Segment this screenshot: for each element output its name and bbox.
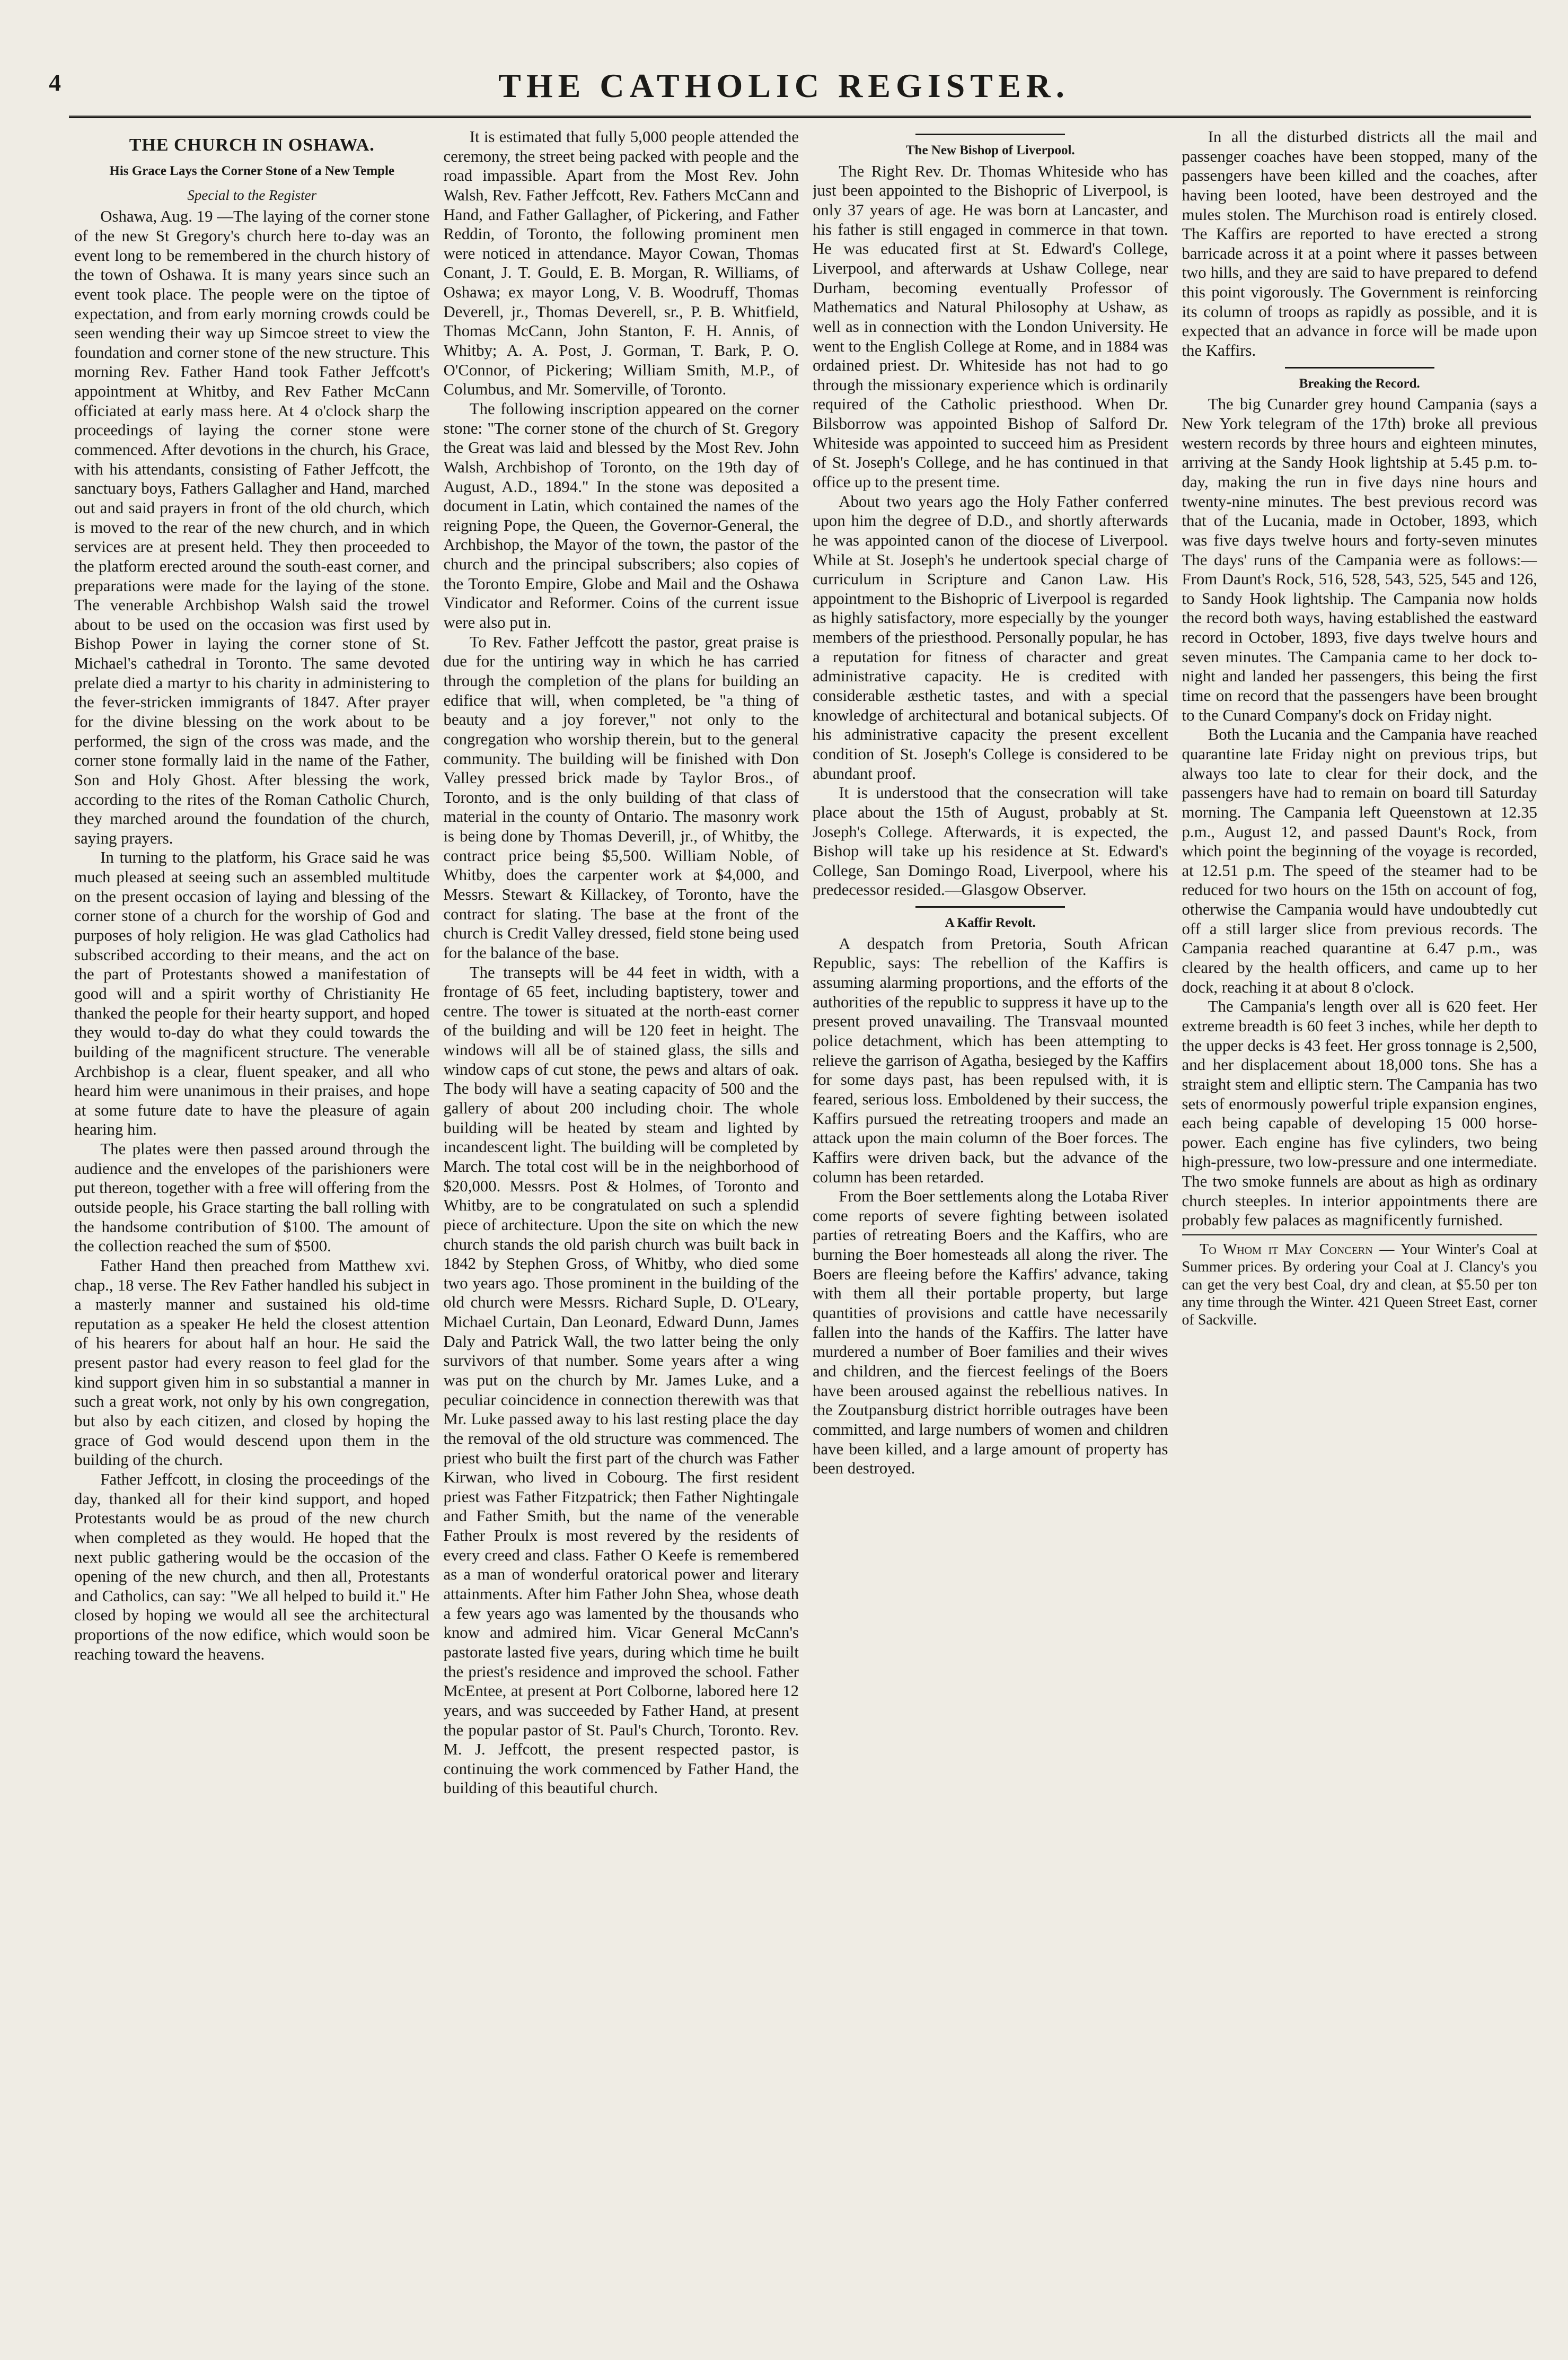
paragraph: The following inscription appeared on the corner stone: "The corner stone of the church of St. Gregory the Great was laid and blessed by the Most Rev. John Walsh, Archbishop of Toronto, on the 19th day of August, A.D., 1894." In the stone was deposited a document in Latin, which contained the names of the reigning Pope, the Queen, the Governor-General, the Archbishop, the Mayor of the town, the pastor of the church and the principal subscribers; also copies of the Toronto Empire, Globe and Mail and the Oshawa Vindicator and Reformer. Coins of the current issue were also put in.: [443, 399, 799, 632]
paragraph: About two years ago the Holy Father conferred upon him the degree of D.D., and shortly afterwards he was appointed canon of the diocese of Liverpool. While at St. Joseph's he undertook special charge of curriculum in Scripture and Canon Law. His appointment to the Bishopric of Liverpool is regarded as highly satisfactory, more especially by the younger members of the priesthood. Personally popular, he has a reputation for fitness of character and great administrative capacity. He is credited with considerable æsthetic tastes, and with a special knowledge of architectural and botanical subjects. Of his administrative capacity the present excellent condition of St. Joseph's College is considered to be abundant proof.: [813, 492, 1168, 783]
paragraph: The big Cunarder grey hound Campania (says a New York telegram of the 17th) broke all previous western records by three hours and eighteen minutes, arriving at the Sandy Hook lightship at 5.45 p.m. to-day, making the run in five days nine hours and twenty-nine minutes. The best previous record was that of the Lucania, made in October, 1893, which was five days twelve hours and forty-seven minutes The days' runs of the Campania were as follows:—From Daunt's Rock, 516, 528, 543, 525, 545 and 126, to Sandy Hook lightship. The Campania now holds the record both ways, having established the eastward record in October, 1893, five days twelve hours and seven minutes. The Campania came to her dock to-night and landed her passengers, this being the first time on record that the passengers have been brought to the Cunard Company's dock on Friday night.: [1182, 395, 1537, 724]
article-heading-oshawa: THE CHURCH IN OSHAWA.: [129, 135, 375, 155]
paragraph: In turning to the platform, his Grace said he was much pleased at seeing such an assembled multitude on the present occasion of laying and blessing of the corner stone of a church for the worship of God and purposes of holy religion. He was glad Catholics had subscribed according to their means, and the act on the part of Protestants showed a manifestation of good will and a spirit worthy of Christianity He thanked the people for their hearty support, and hoped they would to-day do what they could towards the building of the magnificent structure. The venerable Archbishop is a clear, fluent speaker, and all who heard him were unanimous in their praises, and hope at some future date to have the pleasure of again hearing him.: [74, 848, 430, 1139]
article-subheading-oshawa: His Grace Lays the Corner Stone of a New Temple: [109, 164, 395, 179]
column-1: [74, 127, 430, 2349]
paragraph: A despatch from Pretoria, South African Republic, says: The rebellion of the Kaffirs is assuming alarming proportions, and the efforts of the authorities of the republic to suppress it have up to the present proved unavailing. The Transvaal mounted police detachment, which has been attempting to relieve the garrison of Agatha, besieged by the Kaffirs for some days past, has been repulsed with, it is feared, serious loss. Emboldened by their success, the Kaffirs pursued the retreating troopers and made an attack upon the main column of the Boer forces. The Kaffirs were driven back, but the advance of the column has been retarded.: [813, 934, 1168, 1186]
paragraph: Father Jeffcott, in closing the proceedings of the day, thanked all for their kind support, and hoped Protestants would be as proud of the new church when completed as they would. He hoped that the next public gathering would be the occasion of the opening of the new church, and then all, Protestants and Catholics, can say: "We all helped to build it." He closed by hoping we would all see the architectural proportions of the now edifice, which would soon be reaching toward the heavens.: [74, 1470, 430, 1663]
paragraph: From the Boer settlements along the Lotaba River come reports of severe fighting between isolated parties of retreating Boers and the Kaffirs, who are burning the Boer homesteads all along the river. The Boers are fleeing before the Kaffirs' advance, taking with them all their portable property, but large quantities of provisions and cattle have necessarily fallen into the hands of the Kaffirs. The latter have murdered a number of Boer families and their wives and children, and the fiercest feelings of the Boers have been aroused against the rebellious natives. In the Zoutpansburg district horrible outrages have been committed, and large numbers of women and children have been killed, and a large amount of property has been destroyed.: [813, 1187, 1168, 1478]
paragraph: Oshawa, Aug. 19 —The laying of the corner stone of the new St Gregory's church here to-day was an event long to be remembered in the church history of the town of Oshawa. It is many years since such an event took place. The people were on the tiptoe of expectation, and from early morning crowds could be seen wending their way up Simcoe street to view the foundation and corner stone of the new structure. This morning Rev. Father Hand took Father Jeffcott's appointment at Whitby, and Rev Father McCann officiated at early mass here. At 4 o'clock sharp the proceedings of laying the corner stone were commenced. After devotions in the church, his Grace, with his attendants, consisting of Father Jeffcott, the sanctuary boys, Fathers Gallagher and Hand, marched out and said prayers in front of the old church, which is moved to the rear of the new church, and in which services are at present held. They then proceeded to the platform erected around the south-east corner, and preparations were made for the laying of the stone. The venerable Archbishop Walsh said the trowel about to be used on the occasion was first used by Bishop Power in laying the corner stone of St. Michael's cathedral in Toronto. The same devoted prelate died a martyr to his charity in administering to the fever-stricken immigrants of 1847. After prayer for the divine blessing on the work about to be performed, the sign of the cross was made, and the corner stone formally laid in the name of the Father, Son and Holy Ghost. After blessing the work, according to the rites of the Roman Catholic Church, they marched around the foundation of the church, saying prayers.: [74, 207, 430, 847]
newspaper-title: THE CATHOLIC REGISTER.: [498, 67, 1070, 104]
column-3: [813, 127, 1168, 2349]
paragraph: The Campania's length over all is 620 feet. Her extreme breadth is 60 feet 3 inches, while her depth to the upper decks is 43 feet. Her gross tonnage is 2,500, and her displacement about 18,000 tons. She has a straight stem and elliptic stern. The Campania has two sets of enormously powerful triple expansion engines, each being capable of developing 15 000 horse-power. Each engine has five cylinders, two being high-pressure, two low-pressure and one intermediate. The two smoke funnels are about as high as ordinary church steeples. In interior appointments there are probably few palaces as magnificently furnished.: [1182, 997, 1537, 1230]
paragraph: In all the disturbed districts all the mail and passenger coaches have been stopped, many of the passengers have been killed and the coaches, after having been looted, have been destroyed and the mules stolen. The Murchison road is entirely closed. The Kaffirs are reported to have erected a strong barricade across it at a point where it passes between two hills, and they are said to have prepared to defend this point vigorously. The Government is reinforcing its column of troops as rapidly as possible, and it is expected that an advance in force will be made upon the Kaffirs.: [1182, 128, 1537, 360]
section-divider: [915, 906, 1065, 908]
page-number: 4: [49, 69, 61, 96]
paragraph: The Right Rev. Dr. Thomas Whiteside who has just been appointed to the Bishopric of Liverpool, is only 37 years of age. He was born at Lancaster, and his father is still engaged in commerce in that town. He was educated first at St. Edward's College, Liverpool, and afterwards at Ushaw College, near Durham, becoming eventually Professor of Mathematics and Natural Philosophy at Ushaw, as well as in connection with the London University. He went to the English College at Rome, and in 1884 was ordained priest. Dr. Whiteside has not had to go through the missionary experience which is ordinarily required of the Catholic priesthood. When Dr. Bilsborrow was appointed Bishop of Salford Dr. Whiteside was appointed to succeed him as President of St. Joseph's College, and he has continued in that office up to the present time.: [813, 162, 1168, 491]
paragraph: To Rev. Father Jeffcott the pastor, great praise is due for the untiring way in which he has carried through the completion of the plans for building an edifice that will, when completed, be "a thing of beauty and a joy forever," not only to the congregation who worship therein, but to the general community. The building will be finished with Don Valley pressed brick made by Taylor Bros., of Toronto, and is the only building of that class of material in the county of Ontario. The masonry work is being done by Thomas Deverill, jr., of Whitby, the contract price being $5,500. William Noble, of Whitby, does the carpenter work at $4,000, and Messrs. Stewart & Killackey, of Toronto, have the contract for slating. The base at the front of the church is Credit Valley dressed, field stone being used for the balance of the base.: [443, 633, 799, 962]
notice-text: — Your Winter's Coal at Summer prices. By ordering your Coal at J. Clancy's you can get the very best Coal, dry and clean, at $5.50 per ton any time through the Winter. 421 Queen Street East, corner of Sackville.: [1182, 1241, 1537, 1329]
coal-advertisement: [1182, 1234, 1538, 1329]
column-2: [444, 127, 799, 2349]
paragraph: Father Hand then preached from Matthew xvi. chap., 18 verse. The Rev Father handled his subject in a masterly manner and sustained his old-time reputation as a speaker He held the closest attention of his hearers for about half an hour. He said the present pastor had every reason to feel glad for the kind support given him in so substantial a manner in such a great work, not only by his own congregation, but also by each citizen, and closed by hoping the grace of God would descend upon them in the building of the church.: [74, 1256, 430, 1469]
article-columns: [74, 127, 1537, 2349]
paragraph: It is understood that the consecration will take place about the 15th of August, probably at St. Joseph's College. Afterwards, it is expected, the Bishop will take up his residence at St. Edward's College, San Domingo Road, Liverpool, where his predecessor resided.—Glasgow Observer.: [813, 784, 1168, 899]
column-4: [1182, 127, 1538, 2349]
masthead: [37, 67, 1531, 104]
paragraph: Both the Lucania and the Campania have reached quarantine late Friday night on previous trips, but always too late to clear for their dock, and the passengers have had to remain on board till Saturday morning. The Campania left Queenstown at 12.35 p.m., August 12, and passed Daunt's Rock, from which point the beginning of the voyage is recorded, at 12.51 p.m. The speed of the steamer had to be reduced for two hours on the 15th on account of fog, otherwise the Campania would have undoubtedly cut off a still larger slice from previous records. The Campania reached quarantine at 6.47 p.m., was cleared by the health officers, and came up to her dock, reaching it at about 8 o'clock.: [1182, 725, 1537, 996]
paragraph: The plates were then passed around through the audience and the envelopes of the parishioners were put thereon, together with a free will offering from the outside people, his Grace starting the ball rolling with the handsome contribution of $100. The amount of the collection reached the sum of $500.: [74, 1140, 430, 1256]
masthead-rule: [69, 116, 1531, 118]
section-divider: [1285, 367, 1434, 369]
notice-lead: To Whom it May Concern: [1200, 1241, 1373, 1258]
article-heading-kaffir: A Kaffir Revolt.: [945, 916, 1036, 931]
section-divider: [915, 134, 1065, 135]
paragraph: The transepts will be 44 feet in width, with a frontage of 65 feet, including baptistery, tower and centre. The tower is situated at the north-east corner of the building and will be 120 feet in height. The windows will all be of stained glass, the sills and window caps of cut stone, the pews and altars of oak. The body will have a seating capacity of 500 and the gallery of about 200 including choir. The whole building will be heated by steam and lighted by incandescent light. The building will be completed by March. The total cost will be in the neighborhood of $20,000. Messrs. Post & Holmes, of Toronto and Whitby, are to be congratulated on such a splendid piece of architecture. Upon the site on which the new church stands the old parish church was built back in 1842 by Stephen Gross, of Whitby, who died some two years ago. Those prominent in the building of the old church were Messrs. Richard Suple, D. O'Leary, Michael Curtain, Dan Leonard, Edward Dunn, James Daly and Patrick Wall, the two latter being the only survivors of that number. Some years after a wing was put on the church by Mr. James Luke, and a peculiar coincidence in connection therewith was that Mr. Luke passed away to his last resting place the day the removal of the old structure was commenced. The priest who built the first part of the church was Father Kirwan, who lived in Cobourg. The first resident priest was Father Fitzpatrick; then Father Nightingale and Father Smith, but the name of the venerable Father Proulx is most revered by the residents of every creed and class. Father O Keefe is remembered as a man of wonderful oratorical power and literary attainments. After him Father John Shea, whose death a few years ago was lamented by the thousands who know and admired him. Vicar General McCann's pastorate lasted five years, during which time he built the priest's residence and improved the school. Father McEntee, at present at Port Colborne, labored here 12 years, and was succeeded by Father Hand, at present the popular pastor of St. Paul's Church, Toronto. Rev. M. J. Jeffcott, the present respected pastor, is continuing the work commenced by Father Hand, the building of this beautiful church.: [443, 963, 799, 1797]
article-heading-record: Breaking the Record.: [1299, 376, 1420, 391]
article-byline-oshawa: Special to the Register: [187, 187, 317, 204]
paragraph: It is estimated that fully 5,000 people attended the ceremony, the street being packed with people and the road impassible. Apart from the Most Rev. John Walsh, Rev. Father Jeffcott, Rev. Fathers McCann and Hand, and Father Gallagher, of Pickering, and Father Reddin, of Toronto, the following prominent men were noticed in attendance. Mayor Cowan, Thomas Conant, J. T. Gould, E. B. Morgan, R. Williams, of Oshawa; ex mayor Long, V. B. Woodruff, Thomas Deverell, jr., Thomas Deverell, sr., P. B. Whitfield, Thomas McCann, John Stanton, F. H. Annis, of Whitby; A. A. Post, J. Gorman, T. Bark, P. O. O'Connor, of Pickering; William Smith, M.P., of Columbus, and Mr. Somerville, of Toronto.: [443, 128, 799, 399]
article-heading-liverpool: The New Bishop of Liverpool.: [905, 143, 1075, 157]
